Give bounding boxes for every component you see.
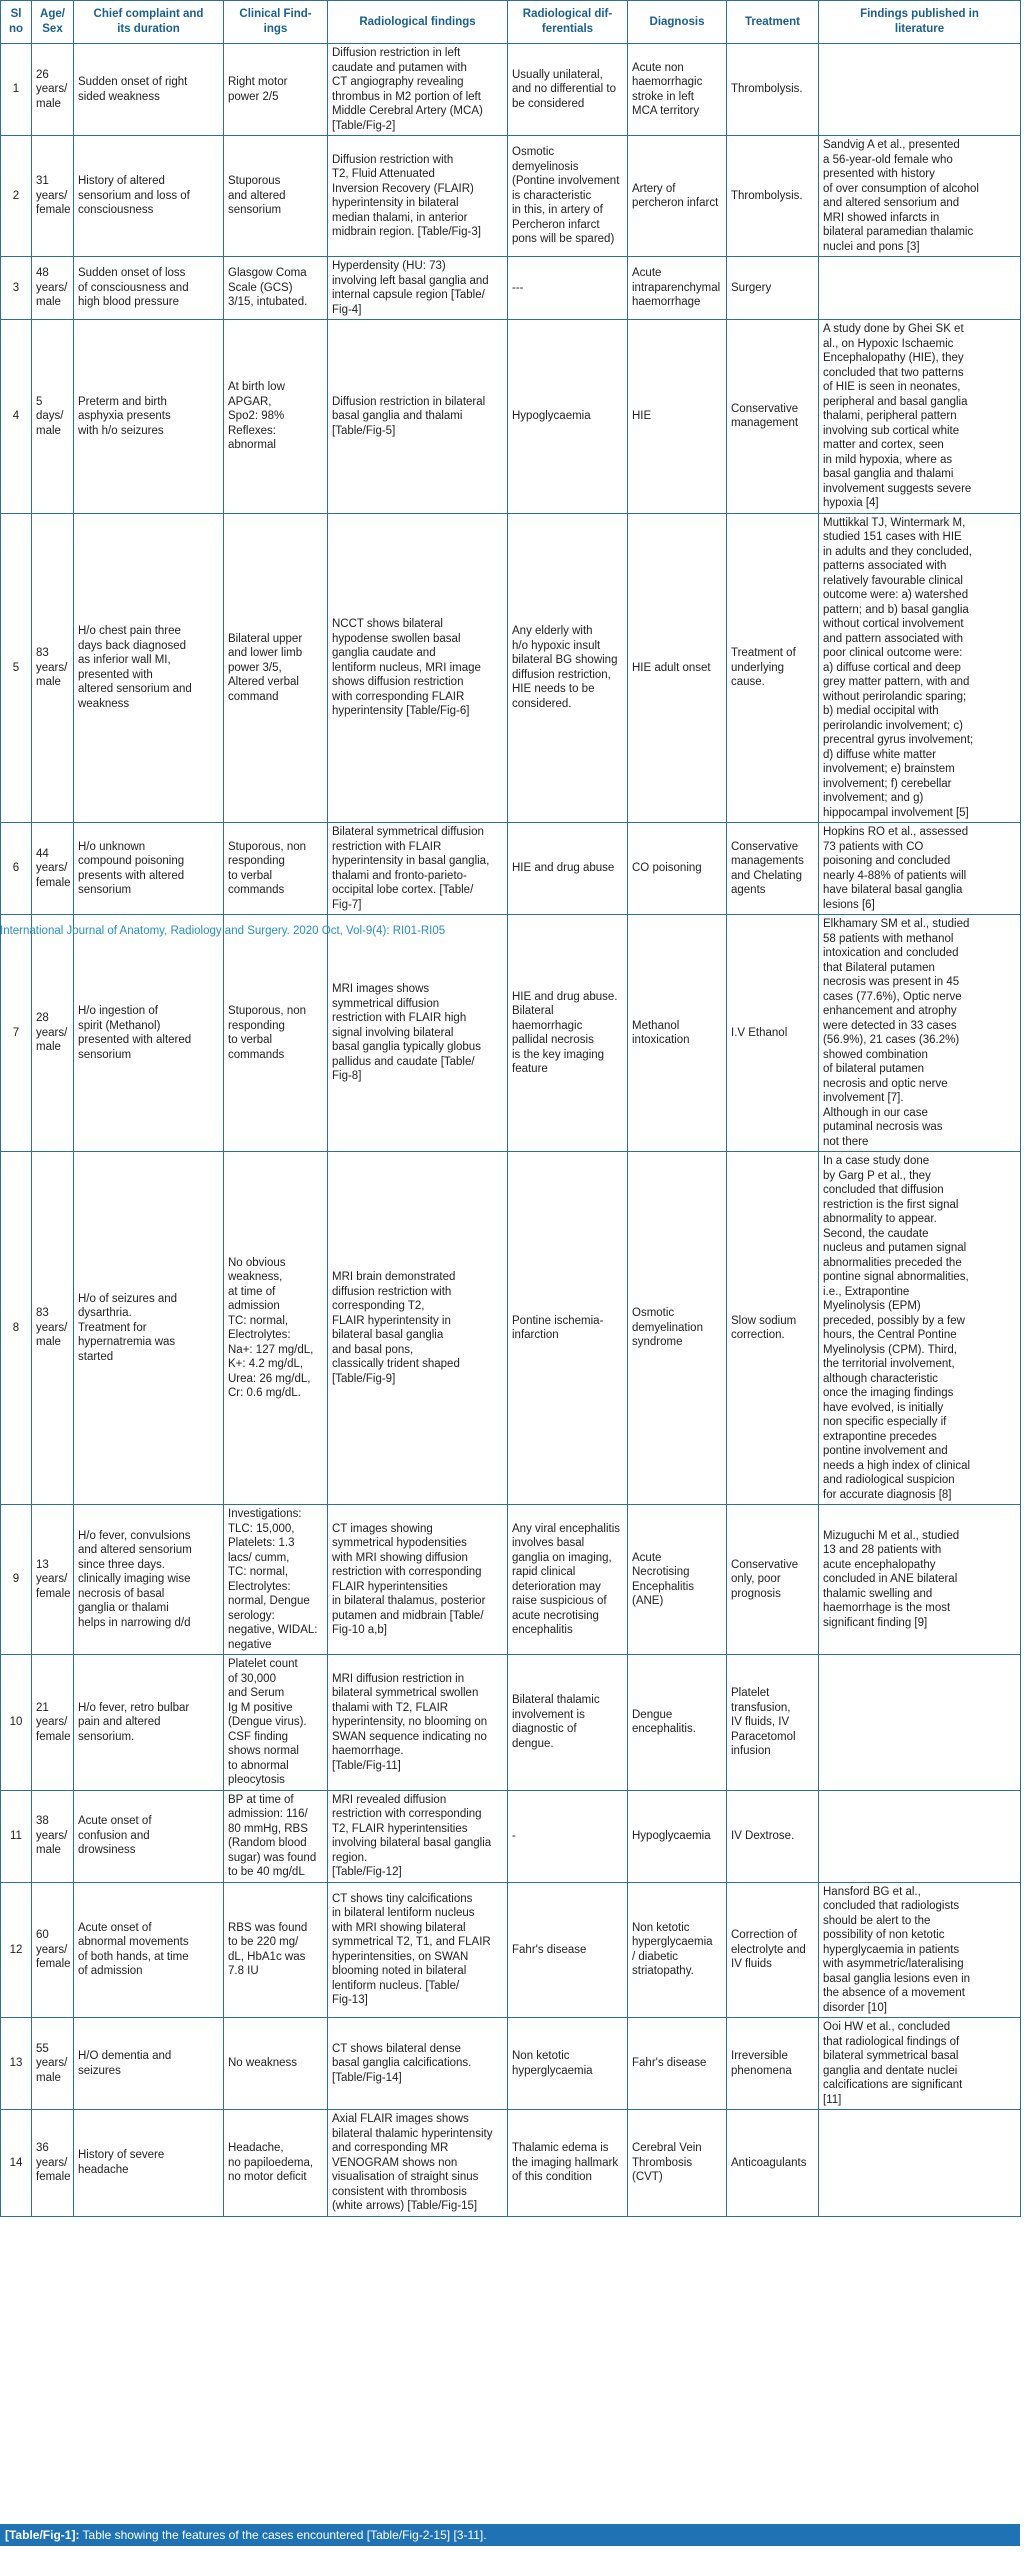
table-cell: --- bbox=[508, 257, 628, 320]
table-cell: History of severe headache bbox=[74, 2110, 224, 2217]
table-cell: H/o fever, convulsions and altered sensorium since three days. clinically imaging wise necrosis of basal ganglia or thalami helps in narrowing d/d bbox=[74, 1505, 224, 1655]
table-cell: Mizuguchi M et al., studied 13 and 28 patients with acute encephalopathy concluded in ANE bilateral thalamic swelling and haemorrhage is the most significant finding [9] bbox=[819, 1505, 1021, 1655]
table-cell: 6 bbox=[1, 823, 32, 915]
table-row bbox=[1, 1882, 1021, 2018]
journal-citation-line: International Journal of Anatomy, Radiology and Surgery. 2020 Oct, Vol-9(4): RI01-RI05 bbox=[0, 925, 446, 937]
table-cell: Thrombolysis. bbox=[727, 136, 819, 257]
table-cell: 4 bbox=[1, 320, 32, 514]
table-cell: H/O dementia and seizures bbox=[74, 2018, 224, 2110]
table-cell: Hypoglycaemia bbox=[628, 1790, 727, 1882]
column-header: Radiological dif- ferentials bbox=[508, 1, 628, 44]
table-cell: 12 bbox=[1, 1882, 32, 2018]
table-cell: NCCT shows bilateral hypodense swollen basal ganglia caudate and lentiform nucleus, MRI image shows diffusion restriction with corresponding FLAIR hyperintensity [Table/Fig-6] bbox=[328, 513, 508, 823]
table-cell: 8 bbox=[1, 1152, 32, 1505]
table-row bbox=[1, 915, 1021, 1152]
table-cell: H/o fever, retro bulbar pain and altered sensorium. bbox=[74, 1655, 224, 1791]
table-cell: Axial FLAIR images shows bilateral thalamic hyperintensity and corresponding MR VENOGRAM shows non visualisation of straight sinus consistent with thrombosis (white arrows) [Table/Fig-15] bbox=[328, 2110, 508, 2217]
table-cell: Sudden onset of loss of consciousness and high blood pressure bbox=[74, 257, 224, 320]
table-row bbox=[1, 136, 1021, 257]
table-cell: 38 years/ male bbox=[32, 1790, 74, 1882]
table-cell: Usually unilateral, and no differential to be considered bbox=[508, 44, 628, 136]
table-cell: 31 years/ female bbox=[32, 136, 74, 257]
table-cell: H/o unknown compound poisoning presents with altered sensorium bbox=[74, 823, 224, 915]
table-cell: 13 bbox=[1, 2018, 32, 2110]
caption-text: Table showing the features of the cases encountered [Table/Fig-2-15] [3-11]. bbox=[79, 2528, 487, 2542]
table-cell: Diffusion restriction in left caudate and putamen with CT angiography revealing thrombus in M2 portion of left Middle Cerebral Artery (MCA) [Table/Fig-2] bbox=[328, 44, 508, 136]
table-cell: Non ketotic hyperglycaemia / diabetic striatopathy. bbox=[628, 1882, 727, 2018]
table-cell: Sandvig A et al., presented a 56-year-old female who presented with history of over consumption of alcohol and altered sensorium and MRI showed infarcts in bilateral paramedian thalamic nuclei and pons [3] bbox=[819, 136, 1021, 257]
table-cell: MRI diffusion restriction in bilateral symmetrical swollen thalami with T2, FLAIR hyperintensity, no blooming on SWAN sequence indicating no haemorrhage. [Table/Fig-11] bbox=[328, 1655, 508, 1791]
table-cell: Conservative management bbox=[727, 320, 819, 514]
table-row bbox=[1, 1505, 1021, 1655]
table-cell: 36 years/ female bbox=[32, 2110, 74, 2217]
table-cell: Diffusion restriction with T2, Fluid Attenuated Inversion Recovery (FLAIR) hyperintensity in bilateral median thalami, in anterior midbrain region. [Table/Fig-3] bbox=[328, 136, 508, 257]
table-cell: Anticoagulants bbox=[727, 2110, 819, 2217]
table-cell: MRI images shows symmetrical diffusion restriction with FLAIR high signal involving bilateral basal ganglia typically globus pallidus and caudate [Table/ Fig-8] bbox=[328, 915, 508, 1152]
table-cell: 11 bbox=[1, 1790, 32, 1882]
table-cell: Stuporous, non responding to verbal commands bbox=[224, 915, 328, 1152]
table-cell: Non ketotic hyperglycaemia bbox=[508, 2018, 628, 2110]
table-row bbox=[1, 44, 1021, 136]
table-cell: Thalamic edema is the imaging hallmark of this condition bbox=[508, 2110, 628, 2217]
table-cell: 83 years/ male bbox=[32, 513, 74, 823]
table-cell bbox=[819, 1655, 1021, 1791]
table-cell: No weakness bbox=[224, 2018, 328, 2110]
table-cell: Cerebral Vein Thrombosis (CVT) bbox=[628, 2110, 727, 2217]
table-cell: Hansford BG et al., concluded that radiologists should be alert to the possibility of non ketotic hyperglycaemia in patients with asymmetric/lateralising basal ganglia lesions even in the absence of a movement disorder [10] bbox=[819, 1882, 1021, 2018]
table-cell: IV Dextrose. bbox=[727, 1790, 819, 1882]
table-cell: Stuporous and altered sensorium bbox=[224, 136, 328, 257]
table-cell: 28 years/ male bbox=[32, 915, 74, 1152]
table-cell: MRI revealed diffusion restriction with corresponding T2, FLAIR hyperintensities involving bilateral basal ganglia region. [Table/Fig-12] bbox=[328, 1790, 508, 1882]
table-cell: Ooi HW et al., concluded that radiological findings of bilateral symmetrical basal ganglia and dentate nuclei calcifications are significant [11] bbox=[819, 2018, 1021, 2110]
table-cell: 10 bbox=[1, 1655, 32, 1791]
table-cell: HIE adult onset bbox=[628, 513, 727, 823]
table-cell: Thrombolysis. bbox=[727, 44, 819, 136]
table-cell: Conservative only, poor prognosis bbox=[727, 1505, 819, 1655]
table-row bbox=[1, 1790, 1021, 1882]
column-header: Age/ Sex bbox=[32, 1, 74, 44]
table-cell: 60 years/ female bbox=[32, 1882, 74, 2018]
table-cell: Correction of electrolyte and IV fluids bbox=[727, 1882, 819, 2018]
table-cell: Right motor power 2/5 bbox=[224, 44, 328, 136]
table-cell: Methanol intoxication bbox=[628, 915, 727, 1152]
table-row bbox=[1, 320, 1021, 514]
table-cell: 21 years/ female bbox=[32, 1655, 74, 1791]
table-cell bbox=[819, 44, 1021, 136]
table-cell: Artery of percheron infarct bbox=[628, 136, 727, 257]
table-cell: Glasgow Coma Scale (GCS) 3/15, intubated. bbox=[224, 257, 328, 320]
column-header: Clinical Find- ings bbox=[224, 1, 328, 44]
table-cell: 7 bbox=[1, 915, 32, 1152]
table-cell: Hyperdensity (HU: 73) involving left basal ganglia and internal capsule region [Table/ Fig-4] bbox=[328, 257, 508, 320]
table-cell: Platelet transfusion, IV fluids, IV Paracetomol infusion bbox=[727, 1655, 819, 1791]
table-row bbox=[1, 2110, 1021, 2217]
table-cell: 55 years/ male bbox=[32, 2018, 74, 2110]
table-cell: CO poisoning bbox=[628, 823, 727, 915]
table-cell: Fahr's disease bbox=[628, 2018, 727, 2110]
table-cell: Any elderly with h/o hypoxic insult bilateral BG showing diffusion restriction, HIE needs to be considered. bbox=[508, 513, 628, 823]
table-cell: 44 years/ female bbox=[32, 823, 74, 915]
table-cell: CT shows bilateral dense basal ganglia calcifications. [Table/Fig-14] bbox=[328, 2018, 508, 2110]
table-row bbox=[1, 1655, 1021, 1791]
table-cell: Acute intraparenchymal haemorrhage bbox=[628, 257, 727, 320]
table-cell bbox=[819, 1790, 1021, 1882]
table-cell: Investigations: TLC: 15,000, Platelets: 1.3 lacs/ cumm, TC: normal, Electrolytes: normal, Dengue serology: negative, WIDAL: negative bbox=[224, 1505, 328, 1655]
table-cell: 1 bbox=[1, 44, 32, 136]
table-cell: History of altered sensorium and loss of consciousness bbox=[74, 136, 224, 257]
table-caption bbox=[0, 2524, 1020, 2546]
table-cell: HIE and drug abuse. Bilateral haemorrhagic pallidal necrosis is the key imaging feature bbox=[508, 915, 628, 1152]
table-cell: CT shows tiny calcifications in bilateral lentiform nucleus with MRI showing bilateral symmetrical T2, T1, and FLAIR hyperintensities, on SWAN blooming noted in bilateral lentiform nucleus. [Table/ Fig-13] bbox=[328, 1882, 508, 2018]
table-body bbox=[1, 44, 1021, 2217]
table-cell: H/o ingestion of spirit (Methanol) presented with altered sensorium bbox=[74, 915, 224, 1152]
column-header: Treatment bbox=[727, 1, 819, 44]
table-cell: Platelet count of 30,000 and Serum Ig M positive (Dengue virus). CSF finding shows normal to abnormal pleocytosis bbox=[224, 1655, 328, 1791]
table-cell: 2 bbox=[1, 136, 32, 257]
table-cell: Dengue encephalitis. bbox=[628, 1655, 727, 1791]
table-cell bbox=[819, 257, 1021, 320]
table-cell: 5 bbox=[1, 513, 32, 823]
table-cell bbox=[819, 2110, 1021, 2217]
table-cell: HIE and drug abuse bbox=[508, 823, 628, 915]
table-cell: 9 bbox=[1, 1505, 32, 1655]
table-cell: HIE bbox=[628, 320, 727, 514]
column-header: Findings published in literature bbox=[819, 1, 1021, 44]
table-cell: Acute onset of confusion and drowsiness bbox=[74, 1790, 224, 1882]
table-cell: I.V Ethanol bbox=[727, 915, 819, 1152]
table-cell: Slow sodium correction. bbox=[727, 1152, 819, 1505]
table-cell: Hypoglycaemia bbox=[508, 320, 628, 514]
table-cell: CT images showing symmetrical hypodensities with MRI showing diffusion restriction with corresponding FLAIR hyperintensities in bilateral thalamus, posterior putamen and midbrain [Table/ Fig-10 a,b] bbox=[328, 1505, 508, 1655]
table-cell: Surgery bbox=[727, 257, 819, 320]
table-cell: Pontine ischemia- infarction bbox=[508, 1152, 628, 1505]
table-cell: Any viral encephalitis involves basal ganglia on imaging, rapid clinical deterioration may raise suspicious of acute necrotising encephalitis bbox=[508, 1505, 628, 1655]
table-cell: RBS was found to be 220 mg/ dL, HbA1c was 7.8 IU bbox=[224, 1882, 328, 2018]
table-cell: Stuporous, non responding to verbal commands bbox=[224, 823, 328, 915]
table-cell: Hopkins RO et al., assessed 73 patients with CO poisoning and concluded nearly 4-88% of patients will have bilateral basal ganglia lesions [6] bbox=[819, 823, 1021, 915]
table-cell: Treatment of underlying cause. bbox=[727, 513, 819, 823]
table-cell: H/o of seizures and dysarthria. Treatment for hypernatremia was started bbox=[74, 1152, 224, 1505]
table-cell: Bilateral thalamic involvement is diagnostic of dengue. bbox=[508, 1655, 628, 1791]
table-cell: 83 years/ male bbox=[32, 1152, 74, 1505]
table-cell: Fahr's disease bbox=[508, 1882, 628, 2018]
table-cell: Osmotic demyelination syndrome bbox=[628, 1152, 727, 1505]
table-row bbox=[1, 2018, 1021, 2110]
table-cell: Bilateral symmetrical diffusion restriction with FLAIR hyperintensity in basal ganglia, thalami and fronto-parieto- occipital lobe cortex. [Table/ Fig-7] bbox=[328, 823, 508, 915]
column-header: Sl no bbox=[1, 1, 32, 44]
table-cell: MRI brain demonstrated diffusion restriction with corresponding T2, FLAIR hyperintensity in bilateral basal ganglia and basal pons, classically trident shaped [Table/Fig-9] bbox=[328, 1152, 508, 1505]
table-row bbox=[1, 1152, 1021, 1505]
table-row bbox=[1, 257, 1021, 320]
table-cell: Osmotic demyelinosis (Pontine involvement is characteristic in this, in artery of Percheron infarct pons will be spared) bbox=[508, 136, 628, 257]
column-header: Diagnosis bbox=[628, 1, 727, 44]
table-cell: Acute Necrotising Encephalitis (ANE) bbox=[628, 1505, 727, 1655]
table-cell: - bbox=[508, 1790, 628, 1882]
table-cell: Sudden onset of right sided weakness bbox=[74, 44, 224, 136]
table-cell: 3 bbox=[1, 257, 32, 320]
table-cell: 26 years/ male bbox=[32, 44, 74, 136]
table-cell: Preterm and birth asphyxia presents with h/o seizures bbox=[74, 320, 224, 514]
table-cell: In a case study done by Garg P et al., they concluded that diffusion restriction is the first signal abnormality to appear. Second, the caudate nucleus and putamen signal abnormalities preceded the pontine signal abnormalities, i.e., Extrapontine Myelinolysis (EPM) preceded, possibly by a few hours, the Central Pontine Myelinolysis (CPM). Third, the territorial involvement, although characteristic once the imaging findings have evolved, is initially non specific especially if extrapontine precedes pontine involvement and needs a high index of clinical and radiological suspicion for accurate diagnosis [8] bbox=[819, 1152, 1021, 1505]
column-header: Chief complaint and its duration bbox=[74, 1, 224, 44]
column-header: Radiological findings bbox=[328, 1, 508, 44]
table-cell: A study done by Ghei SK et al., on Hypoxic Ischaemic Encephalopathy (HIE), they concluded that two patterns of HIE is seen in neonates, peripheral and basal ganglia thalami, peripheral pattern involving sub cortical white matter and cortex, seen in mild hypoxia, where as basal ganglia and thalami involvement suggests severe hypoxia [4] bbox=[819, 320, 1021, 514]
table-cell: 14 bbox=[1, 2110, 32, 2217]
table-cell: 13 years/ female bbox=[32, 1505, 74, 1655]
table-cell: H/o chest pain three days back diagnosed as inferior wall MI, presented with altered sensorium and weakness bbox=[74, 513, 224, 823]
table-cell: No obvious weakness, at time of admission TC: normal, Electrolytes: Na+: 127 mg/dL, K+: 4.2 mg/dL, Urea: 26 mg/dL, Cr: 0.6 mg/dL. bbox=[224, 1152, 328, 1505]
table-cell: At birth low APGAR, Spo2: 98% Reflexes: abnormal bbox=[224, 320, 328, 514]
table-cell: 5 days/ male bbox=[32, 320, 74, 514]
table-row bbox=[1, 513, 1021, 823]
table-cell: 48 years/ male bbox=[32, 257, 74, 320]
table-cell: Headache, no papiloedema, no motor deficit bbox=[224, 2110, 328, 2217]
table-cell: Conservative managements and Chelating agents bbox=[727, 823, 819, 915]
caption-label: [Table/Fig-1]: bbox=[5, 2528, 80, 2542]
table-cell: Acute onset of abnormal movements of both hands, at time of admission bbox=[74, 1882, 224, 2018]
table-cell: Irreversible phenomena bbox=[727, 2018, 819, 2110]
table-cell: BP at time of admission: 116/ 80 mmHg, RBS (Random blood sugar) was found to be 40 mg/dL bbox=[224, 1790, 328, 1882]
table-cell: Muttikkal TJ, Wintermark M, studied 151 cases with HIE in adults and they concluded, patterns associated with relatively favourable clinical outcome were: a) watershed pattern; and b) basal ganglia without cortical involvement and pattern associated with poor clinical outcome were: a) diffuse cortical and deep grey matter pattern, with and without perirolandic sparing; b) medial occipital with perirolandic involvement; c) precentral gyrus involvement; d) diffuse white matter involvement; e) brainstem involvement; f) cerebellar involvement; and g) hippocampal involvement [5] bbox=[819, 513, 1021, 823]
table-header-row bbox=[1, 1, 1021, 44]
table-cell: Acute non haemorrhagic stroke in left MCA territory bbox=[628, 44, 727, 136]
table-row bbox=[1, 823, 1021, 915]
table-cell: Bilateral upper and lower limb power 3/5, Altered verbal command bbox=[224, 513, 328, 823]
table-cell: Diffusion restriction in bilateral basal ganglia and thalami [Table/Fig-5] bbox=[328, 320, 508, 514]
table-cell: Elkhamary SM et al., studied 58 patients with methanol intoxication and concluded that Bilateral putamen necrosis was present in 45 cases (77.6%), Optic nerve enhancement and atrophy were detected in 33 cases (56.9%), 21 cases (36.2%) showed combination of bilateral putamen necrosis and optic nerve involvement [7]. Although in our case putaminal necrosis was not there bbox=[819, 915, 1021, 1152]
